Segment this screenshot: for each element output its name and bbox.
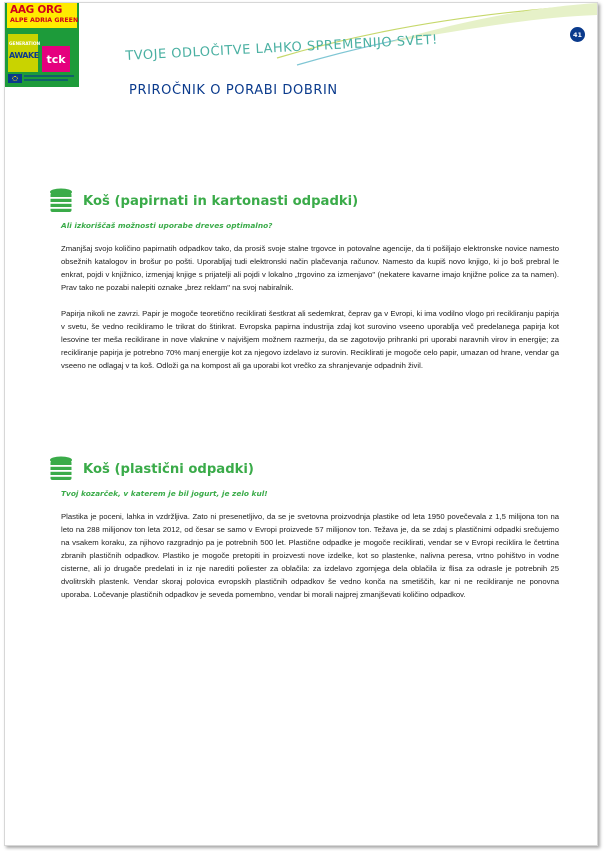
section-title: Koš (plastični odpadki) <box>83 461 254 477</box>
section-header <box>49 189 559 213</box>
aag-logo <box>7 3 77 28</box>
logo-panel <box>5 3 79 87</box>
paragraph: Plastika je poceni, lahka in vzdržljiva. Zato ni presenetljivo, da se je svetovna proizvodnja plastike od leta 1950 povečevala z 1,5 milijona ton na leto na 288 milijonov ton leta 2012, od česar se samo v Evropi proizvede 57 milijonov ton. Težava je, da se zdaj s plastičnimi odpadki srečujemo na vsakem koraku, za njihovo razgradnjo pa je potrebnih 500 let. Plastične odpadke je mogoče reciklirati, vendar se v Evropi reciklira le četrtina zbranih plastičnih odpadkov. Plastiko je mogoče pretopiti in proizvesti nove izdelke, kot so plastenke, nalivna peresa, vrtno pohištvo in vodne cisterne, ali jo drugače predelati in iz nje narediti poliester za oblačila: za izdelavo zgornjega dela oblačila iz flisa za odrasle je potrebnih 25 dvolitrskih plastenk. Vendar skoraj polovica evropskih plastičnih odpadkov še vedno konča na smetiščih, kar ni ne recikliranje ne ponovna uporaba. Ločevanje plastičnih odpadkov je seveda pomembno, vendar bi morali najprej zmanjševati količino odpadkov. <box>61 512 559 599</box>
paragraph: Papirja nikoli ne zavrzi. Papir je mogoče teoretično reciklirati šestkrat ali sedemkrat, čeprav ga v Evropi, ki ima vodilno vlogo pri recikliranju papirja v svetu, še vedno recikliramo le trikrat do štirikrat. Evropska papirna industrija zdaj kot surovino vseeno uporablja več predelanega papirja kot lesovine ter meša reciklirane in nove vlaknine v najvišjem možnem razmerju, da se zagotovijo prihranki pri uporabi naravnih virov in energije; za recikliranje papirja je potrebno 70% manj energije kot za njegovo izdelavo iz surovin. Reciklirati je mogoče celo papir, umazan od hrane, vendar ga vseeno ne odlagaj v ta koš. Odloži ga na kompost ali ga uporabi kot vrečko za shranjevanje odpadnih živil. <box>61 309 559 370</box>
aag-logo-title: AAG ORG <box>10 4 63 16</box>
generation-awake-logo <box>8 34 41 72</box>
aag-logo-subtitle: ALPE ADRIA GREEN <box>10 17 79 24</box>
header-title: PRIROČNIK O PORABI DOBRIN <box>129 83 338 98</box>
recycling-bin-icon <box>49 188 73 214</box>
section-subtitle: Tvoj kozarček, v katerem je bil jogurt, je zelo kul! <box>61 489 268 498</box>
section-paper <box>49 189 559 372</box>
eu-funding-line <box>24 79 68 81</box>
eu-flag-icon <box>8 74 22 83</box>
header-slogan: TVOJE ODLOČITVE LAHKO SPREMENIJO SVET! <box>125 32 439 64</box>
tck-logo: tck <box>42 46 70 72</box>
recycling-bin-icon <box>49 456 73 482</box>
generation-awake-top: GENERATION <box>9 42 41 47</box>
paragraph: Zmanjšaj svojo količino papirnatih odpadkov tako, da prosiš svoje stalne trgovce in potovalne agencije, da ti pošiljajo elektronske novice namesto obsežnih katalogov in brošur po pošti. Uporabljaj tudi elektronski način plačevanja računov. Namesto da kupiš novo knjigo, ki jo boš prebral le enkrat, pojdi v knjižnico, izmenjaj knjige s prijatelji ali pojdi v lokalno „trgovino za izmenjavo" (nekatere kavarne imajo knjižne police za ta namen). Prav tako ne pozabi nalepiti oznake „brez reklam" na svoj nabiralnik. <box>61 244 559 292</box>
section-header <box>49 457 559 481</box>
section-title: Koš (papirnati in kartonasti odpadki) <box>83 193 359 209</box>
section-plastic <box>49 457 559 601</box>
document-page <box>4 2 598 846</box>
section-subtitle: Ali izkoriščaš možnosti uporabe dreves optimalno? <box>61 221 273 230</box>
page-number: 41 <box>570 27 585 42</box>
eu-funding-line <box>24 75 74 77</box>
generation-awake-bottom: AWAKE <box>9 51 39 60</box>
